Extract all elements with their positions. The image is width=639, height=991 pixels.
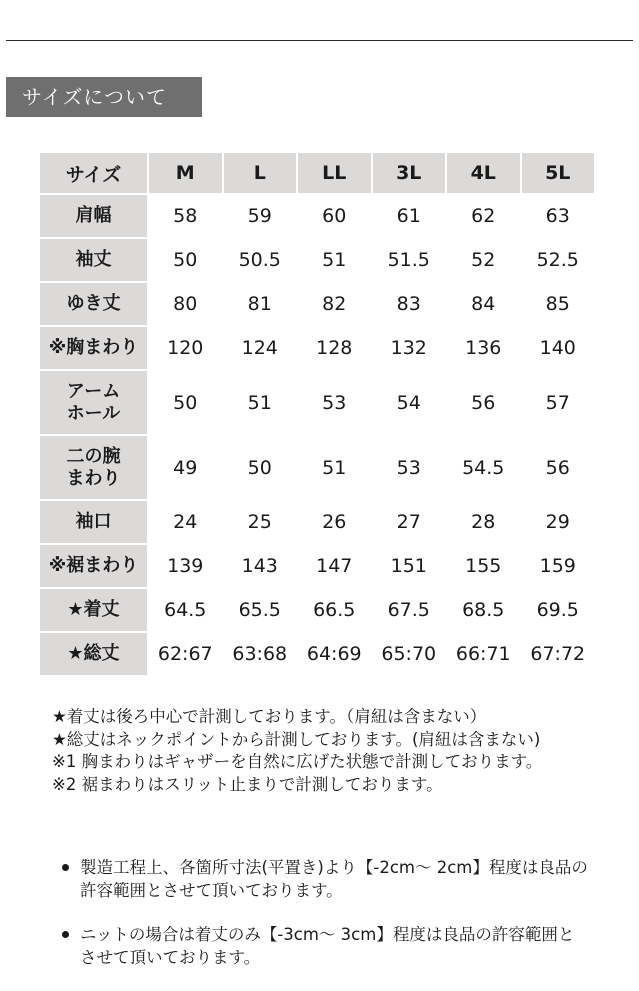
table-cell: 49 <box>149 436 222 499</box>
table-header-row <box>40 153 594 193</box>
table-cell: 67.5 <box>373 589 446 631</box>
table-cell: 155 <box>447 545 520 587</box>
table-cell: 132 <box>373 327 446 369</box>
measurement-notes <box>52 706 592 796</box>
tolerance-list <box>60 857 590 991</box>
table-cell: 66:71 <box>447 633 520 675</box>
table-cell: 51.5 <box>373 239 446 281</box>
table-cell: 53 <box>373 436 446 499</box>
bullet-icon <box>62 864 69 871</box>
size-column-header: 3L <box>373 153 446 193</box>
table-cell: 69.5 <box>522 589 595 631</box>
table-cell: 50.5 <box>224 239 297 281</box>
size-column-header: M <box>149 153 222 193</box>
table-cell: 56 <box>522 436 595 499</box>
table-row <box>40 371 594 434</box>
table-cell: 64.5 <box>149 589 222 631</box>
table-cell: 68.5 <box>447 589 520 631</box>
table-cell: 65.5 <box>224 589 297 631</box>
table-row <box>40 195 594 237</box>
table-cell: 25 <box>224 501 297 543</box>
bullet-text: 製造工程上、各箇所寸法(平置き)より【-2cm～ 2cm】程度は良品の許容範囲とさせて頂いております。 <box>80 858 588 900</box>
table-cell: 27 <box>373 501 446 543</box>
table-cell: 84 <box>447 283 520 325</box>
table-cell: 58 <box>149 195 222 237</box>
table-cell: 57 <box>522 371 595 434</box>
row-label: ※胸まわり <box>40 327 147 369</box>
table-cell: 120 <box>149 327 222 369</box>
table-cell: 61 <box>373 195 446 237</box>
table-cell: 60 <box>298 195 371 237</box>
table-cell: 63 <box>522 195 595 237</box>
size-header-label: サイズ <box>40 153 147 193</box>
table-cell: 85 <box>522 283 595 325</box>
table-row <box>40 589 594 631</box>
row-label: 袖口 <box>40 501 147 543</box>
table-row <box>40 436 594 499</box>
size-table <box>38 151 596 677</box>
table-cell: 52 <box>447 239 520 281</box>
size-column-header: 5L <box>522 153 595 193</box>
size-column-header: 4L <box>447 153 520 193</box>
note-line: ※2 裾まわりはスリット止まりで計測しております。 <box>52 774 443 794</box>
row-label: ゆき丈 <box>40 283 147 325</box>
row-label-line: ホール <box>66 402 121 424</box>
table-cell: 51 <box>298 436 371 499</box>
table-cell: 26 <box>298 501 371 543</box>
section-title: サイズについて <box>6 77 202 117</box>
table-cell: 159 <box>522 545 595 587</box>
table-cell: 28 <box>447 501 520 543</box>
table-cell: 136 <box>447 327 520 369</box>
table-cell: 139 <box>149 545 222 587</box>
table-cell: 128 <box>298 327 371 369</box>
table-cell: 53 <box>298 371 371 434</box>
table-cell: 62 <box>447 195 520 237</box>
table-cell: 124 <box>224 327 297 369</box>
row-label: 袖丈 <box>40 239 147 281</box>
table-cell: 59 <box>224 195 297 237</box>
table-cell: 80 <box>149 283 222 325</box>
table-cell: 54.5 <box>447 436 520 499</box>
row-label: ★総丈 <box>40 633 147 675</box>
table-cell: 56 <box>447 371 520 434</box>
table-cell: 81 <box>224 283 297 325</box>
table-cell: 63:68 <box>224 633 297 675</box>
table-cell: 50 <box>224 436 297 499</box>
table-cell: 65:70 <box>373 633 446 675</box>
note-line: ★総丈はネックポイントから計測しております。(肩紐は含まない) <box>52 729 541 749</box>
table-cell: 29 <box>522 501 595 543</box>
note-line: ※1 胸まわりはギャザーを自然に広げた状態で計測しております。 <box>52 752 543 771</box>
bullet-icon <box>62 931 69 938</box>
table-row <box>40 327 594 369</box>
list-item <box>60 857 590 902</box>
size-column-header: LL <box>298 153 371 193</box>
table-cell: 143 <box>224 545 297 587</box>
table-cell: 147 <box>298 545 371 587</box>
table-row <box>40 501 594 543</box>
row-label-line: アーム <box>66 380 121 402</box>
row-label-line: まわり <box>66 467 121 489</box>
row-label-line: 二の腕 <box>66 445 121 467</box>
size-column-header: L <box>224 153 297 193</box>
table-cell: 64:69 <box>298 633 371 675</box>
table-cell: 51 <box>224 371 297 434</box>
table-cell: 67:72 <box>522 633 595 675</box>
list-item <box>60 924 590 969</box>
table-row <box>40 283 594 325</box>
table-cell: 66.5 <box>298 589 371 631</box>
row-label <box>40 371 147 434</box>
table-cell: 50 <box>149 371 222 434</box>
table-row <box>40 239 594 281</box>
bullet-text: ニットの場合は着丈のみ【-3cm～ 3cm】程度は良品の許容範囲とさせて頂いております。 <box>80 925 575 967</box>
table-row <box>40 633 594 675</box>
table-row <box>40 545 594 587</box>
table-cell: 82 <box>298 283 371 325</box>
table-cell: 62:67 <box>149 633 222 675</box>
row-label: ※裾まわり <box>40 545 147 587</box>
table-cell: 54 <box>373 371 446 434</box>
table-cell: 51 <box>298 239 371 281</box>
row-label <box>40 436 147 499</box>
table-cell: 151 <box>373 545 446 587</box>
table-cell: 52.5 <box>522 239 595 281</box>
table-cell: 140 <box>522 327 595 369</box>
table-cell: 24 <box>149 501 222 543</box>
table-cell: 83 <box>373 283 446 325</box>
row-label: ★着丈 <box>40 589 147 631</box>
row-label: 肩幅 <box>40 195 147 237</box>
note-line: ★着丈は後ろ中心で計測しております。（肩紐は含まない） <box>52 707 487 726</box>
table-cell: 50 <box>149 239 222 281</box>
top-divider <box>6 40 633 41</box>
